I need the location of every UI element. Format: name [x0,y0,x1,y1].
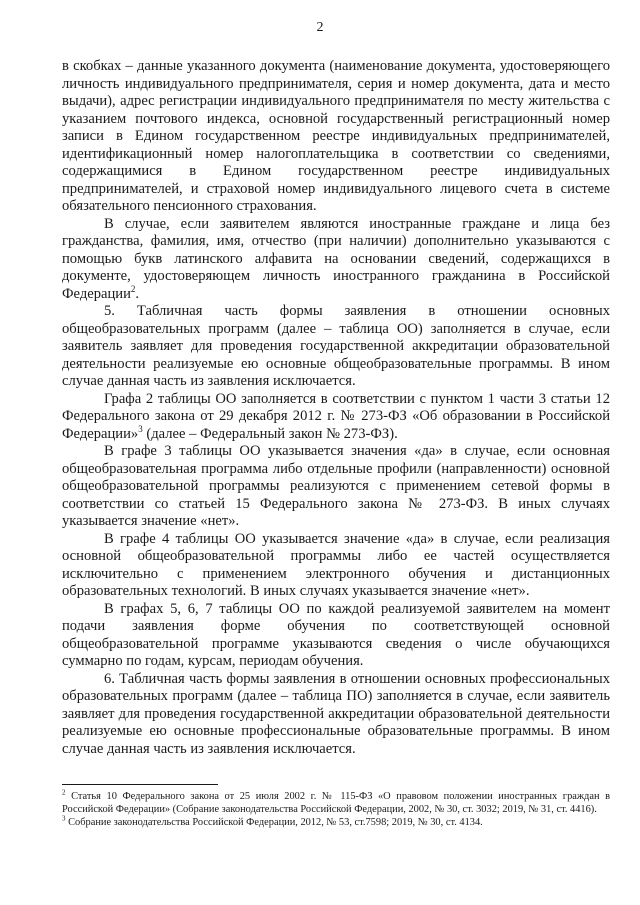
footnote-2 [62,790,610,816]
footnote-3-marker: 3 [62,814,66,823]
paragraph-6: В графе 4 таблицы ОО указывается значение «да» в случае, если реализация основной общеобразовательной программы либо ее частей осуществляется исключительно с применением электронного обучения и дистанционных образовательных технологий. В иных случаях указывается значение «нет». [62,530,610,599]
paragraph-2-text: В случае, если заявителем являются иностранные граждане и лица без гражданства, фамилия, имя, отчество (при наличии) дополнительно указываются с помощью букв латинского алфавита на основании сведений, содержащихся в документе, удостоверяющем личность иностранного гражданина в Российской Федерации [62,215,610,302]
paragraph-item-6: 6. Табличная часть формы заявления в отношении основных профессиональных образовательных программ (далее – таблица ПО) заполняется в случае, если заявитель заявляет для проведения государственной аккредитации образовательной деятельности реализуемые ею основные профессиональные образовательные программы. В ином случае данная часть из заявления исключается. [62,670,610,757]
paragraph-5: В графе 3 таблицы ОО указывается значения «да» в случае, если основная общеобразовательная программа либо отдельные профили (направленности) основной общеобразовательной программы реализуются с применением сетевой формы в соответствии со статьей 15 Федерального закона № 273-ФЗ. В иных случаях указывается значение «нет». [62,443,610,529]
paragraph-7: В графах 5, 6, 7 таблицы ОО по каждой реализуемой заявителем на момент подачи заявления форме обучения по соответствующей основной общеобразовательной программе указываются сведения о числе обучающихся суммарно по годам, курсам, периодам обучения. [62,600,610,669]
footnote-ref-2: 2 [130,283,136,294]
footnote-3-text: Собрание законодательства Российской Федерации, 2012, № 53, ст.7598; 2019, № 30, ст. 4134. [65,817,483,828]
footnote-2-marker: 2 [62,788,66,797]
paragraph-1: в скобках – данные указанного документа (наименование документа, удостоверяющего личность индивидуального предпринимателя, серия и номер документа, дата и место выдачи), адрес регистрации индивидуального предпринимателя по месту жительства с указанием почтового индекса, основной государственный регистрационный номер записи в Едином государственном реестре индивидуальных предпринимателей, идентификационный номер налогоплательщика в соответствии со сведениями, содержащимися в Едином государственном реестре индивидуальных предпринимателей, и страховой номер индивидуального лицевого счета в системе обязательного пенсионного страхования. [62,58,610,214]
paragraph-item-5: 5. Табличная часть формы заявления в отношении основных общеобразовательных программ (далее – таблица ОО) заполняется в случае, если заявитель заявляет для проведения государственной аккредитации образовательной деятельности реализуемые ею основные общеобразовательные программы. В ином случае данная часть из заявления исключается. [62,303,610,389]
paragraph-4-text: Графа 2 таблицы ОО заполняется в соответствии с пунктом 1 части 3 статьи 12 Федерального закона от 29 декабря 2012 г. № 273-ФЗ «Об образовании в Российской Федерации» [62,390,610,442]
page-number: 2 [316,20,324,35]
footnote-divider [62,784,218,785]
paragraph-4 [62,391,610,444]
footnote-ref-3: 3 [138,423,143,434]
document-body [62,58,610,758]
paragraph-4-tail: (далее – Федеральный закон № 273-ФЗ). [142,425,398,442]
footnotes [62,790,610,829]
footnote-3 [62,816,610,829]
paragraph-2-tail: . [135,285,140,302]
paragraph-2 [62,216,610,304]
footnote-2-text: Статья 10 Федерального закона от 25 июля 2002 г. № 115-ФЗ «О правовом положении иностранных граждан в Российской Федерации» (Собрание законодательства Российской Федерации, 2002, № 30, ст. 3032; 2019, № 31, ст. 4416). [62,791,610,815]
